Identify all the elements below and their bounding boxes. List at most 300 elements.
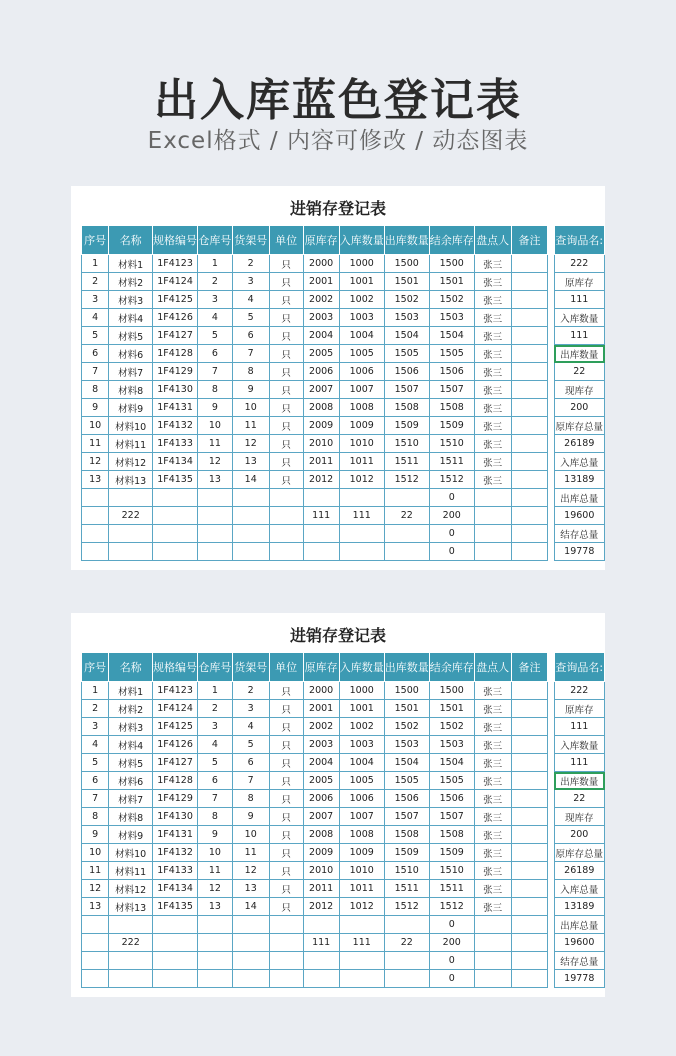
column-header[interactable]: 结余库存 bbox=[429, 226, 474, 255]
table-cell[interactable]: 只 bbox=[269, 700, 303, 718]
table-cell[interactable]: 1F4125 bbox=[153, 718, 198, 736]
table-cell[interactable]: 张三 bbox=[474, 435, 511, 453]
table-cell[interactable]: 9 bbox=[198, 399, 233, 417]
table-cell[interactable]: 2000 bbox=[303, 682, 339, 700]
table-cell[interactable]: 2 bbox=[232, 255, 269, 273]
query-cell[interactable]: 26189 bbox=[554, 862, 604, 880]
table-cell[interactable] bbox=[511, 543, 548, 561]
table-cell[interactable] bbox=[474, 489, 511, 507]
table-cell[interactable]: 1509 bbox=[384, 417, 429, 435]
table-cell[interactable] bbox=[303, 970, 339, 988]
table-cell[interactable]: 张三 bbox=[474, 471, 511, 489]
table-cell[interactable]: 1F4129 bbox=[153, 790, 198, 808]
table-cell[interactable]: 222 bbox=[109, 934, 153, 952]
table-cell[interactable]: 1500 bbox=[429, 255, 474, 273]
table-cell[interactable]: 材料1 bbox=[109, 255, 153, 273]
table-cell[interactable] bbox=[511, 435, 548, 453]
query-header[interactable]: 查询品名: bbox=[554, 653, 604, 682]
table-cell[interactable] bbox=[198, 916, 233, 934]
table-cell[interactable] bbox=[232, 952, 269, 970]
table-cell[interactable]: 2006 bbox=[303, 363, 339, 381]
table-cell[interactable]: 1006 bbox=[339, 363, 384, 381]
table-cell[interactable]: 8 bbox=[82, 808, 109, 826]
table-cell[interactable] bbox=[198, 507, 233, 525]
table-cell[interactable] bbox=[232, 489, 269, 507]
table-cell[interactable]: 6 bbox=[232, 327, 269, 345]
query-cell[interactable]: 222 bbox=[554, 682, 604, 700]
table-cell[interactable]: 2011 bbox=[303, 880, 339, 898]
table-cell[interactable]: 2 bbox=[82, 700, 109, 718]
table-cell[interactable]: 14 bbox=[232, 898, 269, 916]
table-cell[interactable]: 3 bbox=[82, 718, 109, 736]
table-cell[interactable]: 11 bbox=[82, 435, 109, 453]
query-cell[interactable]: 111 bbox=[554, 327, 604, 345]
table-cell[interactable]: 2004 bbox=[303, 327, 339, 345]
table-cell[interactable]: 2002 bbox=[303, 291, 339, 309]
table-cell[interactable]: 1508 bbox=[429, 826, 474, 844]
table-cell[interactable] bbox=[384, 970, 429, 988]
table-cell[interactable]: 1505 bbox=[384, 345, 429, 363]
table-cell[interactable] bbox=[511, 844, 548, 862]
table-cell[interactable]: 材料9 bbox=[109, 826, 153, 844]
table-cell[interactable] bbox=[109, 525, 153, 543]
query-cell[interactable]: 111 bbox=[554, 754, 604, 772]
table-cell[interactable]: 张三 bbox=[474, 417, 511, 435]
table-cell[interactable]: 13 bbox=[198, 471, 233, 489]
table-cell[interactable] bbox=[511, 453, 548, 471]
table-cell[interactable]: 2012 bbox=[303, 471, 339, 489]
table-cell[interactable]: 张三 bbox=[474, 790, 511, 808]
table-cell[interactable] bbox=[303, 489, 339, 507]
table-cell[interactable] bbox=[511, 345, 548, 363]
table-cell[interactable]: 材料5 bbox=[109, 327, 153, 345]
table-cell[interactable]: 5 bbox=[198, 754, 233, 772]
table-cell[interactable] bbox=[511, 754, 548, 772]
table-cell[interactable]: 1F4134 bbox=[153, 880, 198, 898]
table-cell[interactable]: 只 bbox=[269, 754, 303, 772]
table-cell[interactable]: 111 bbox=[339, 507, 384, 525]
table-cell[interactable]: 1501 bbox=[429, 700, 474, 718]
query-cell[interactable]: 出库数量 bbox=[554, 345, 604, 363]
table-cell[interactable] bbox=[339, 970, 384, 988]
table-cell[interactable] bbox=[384, 543, 429, 561]
table-cell[interactable]: 1010 bbox=[339, 435, 384, 453]
table-cell[interactable]: 22 bbox=[384, 507, 429, 525]
table-cell[interactable]: 2010 bbox=[303, 435, 339, 453]
table-cell[interactable]: 1501 bbox=[384, 700, 429, 718]
table-cell[interactable]: 1 bbox=[82, 255, 109, 273]
query-cell[interactable]: 13189 bbox=[554, 898, 604, 916]
table-cell[interactable]: 1F4125 bbox=[153, 291, 198, 309]
table-cell[interactable]: 1 bbox=[198, 682, 233, 700]
table-cell[interactable]: 1504 bbox=[429, 327, 474, 345]
table-cell[interactable]: 111 bbox=[339, 934, 384, 952]
table-cell[interactable] bbox=[269, 970, 303, 988]
table-cell[interactable]: 1500 bbox=[384, 255, 429, 273]
column-header[interactable]: 名称 bbox=[109, 226, 153, 255]
table-cell[interactable]: 张三 bbox=[474, 255, 511, 273]
column-header[interactable]: 仓库号 bbox=[198, 653, 233, 682]
table-cell[interactable] bbox=[269, 934, 303, 952]
table-cell[interactable]: 2004 bbox=[303, 754, 339, 772]
table-cell[interactable]: 2002 bbox=[303, 718, 339, 736]
table-cell[interactable]: 13 bbox=[232, 453, 269, 471]
table-cell[interactable] bbox=[511, 363, 548, 381]
table-cell[interactable] bbox=[511, 417, 548, 435]
table-cell[interactable]: 2 bbox=[198, 273, 233, 291]
table-cell[interactable]: 张三 bbox=[474, 718, 511, 736]
column-header[interactable]: 规格编号 bbox=[153, 653, 198, 682]
table-cell[interactable]: 1004 bbox=[339, 327, 384, 345]
table-cell[interactable]: 0 bbox=[429, 952, 474, 970]
table-cell[interactable]: 1005 bbox=[339, 345, 384, 363]
table-cell[interactable]: 13 bbox=[198, 898, 233, 916]
table-cell[interactable]: 1F4127 bbox=[153, 754, 198, 772]
table-cell[interactable] bbox=[511, 489, 548, 507]
table-cell[interactable]: 1507 bbox=[384, 381, 429, 399]
table-cell[interactable]: 12 bbox=[232, 862, 269, 880]
table-cell[interactable]: 张三 bbox=[474, 736, 511, 754]
table-cell[interactable]: 材料11 bbox=[109, 435, 153, 453]
table-cell[interactable]: 4 bbox=[232, 718, 269, 736]
table-cell[interactable]: 1510 bbox=[429, 862, 474, 880]
table-cell[interactable]: 2 bbox=[82, 273, 109, 291]
table-cell[interactable]: 2 bbox=[232, 682, 269, 700]
table-cell[interactable] bbox=[153, 952, 198, 970]
table-cell[interactable]: 3 bbox=[232, 700, 269, 718]
table-cell[interactable]: 只 bbox=[269, 844, 303, 862]
table-cell[interactable]: 1501 bbox=[384, 273, 429, 291]
table-cell[interactable] bbox=[474, 507, 511, 525]
table-cell[interactable] bbox=[153, 970, 198, 988]
query-cell[interactable]: 22 bbox=[554, 790, 604, 808]
table-cell[interactable]: 3 bbox=[198, 291, 233, 309]
table-cell[interactable]: 1F4133 bbox=[153, 862, 198, 880]
table-cell[interactable]: 1F4132 bbox=[153, 844, 198, 862]
table-cell[interactable]: 2009 bbox=[303, 417, 339, 435]
table-cell[interactable]: 1 bbox=[82, 682, 109, 700]
table-cell[interactable]: 1505 bbox=[384, 772, 429, 790]
table-cell[interactable]: 222 bbox=[109, 507, 153, 525]
table-cell[interactable]: 1F4133 bbox=[153, 435, 198, 453]
table-cell[interactable]: 1508 bbox=[384, 826, 429, 844]
table-cell[interactable]: 材料11 bbox=[109, 862, 153, 880]
table-cell[interactable] bbox=[153, 525, 198, 543]
table-cell[interactable]: 1F4135 bbox=[153, 471, 198, 489]
table-cell[interactable] bbox=[511, 327, 548, 345]
table-cell[interactable]: 只 bbox=[269, 309, 303, 327]
table-cell[interactable] bbox=[511, 718, 548, 736]
column-header[interactable]: 名称 bbox=[109, 653, 153, 682]
table-cell[interactable]: 8 bbox=[232, 790, 269, 808]
table-cell[interactable]: 只 bbox=[269, 682, 303, 700]
table-cell[interactable] bbox=[474, 934, 511, 952]
table-cell[interactable] bbox=[384, 916, 429, 934]
table-cell[interactable]: 5 bbox=[232, 736, 269, 754]
table-cell[interactable] bbox=[82, 543, 109, 561]
table-cell[interactable]: 5 bbox=[198, 327, 233, 345]
table-cell[interactable]: 1F4131 bbox=[153, 399, 198, 417]
table-cell[interactable]: 9 bbox=[232, 381, 269, 399]
table-cell[interactable]: 5 bbox=[82, 754, 109, 772]
table-cell[interactable] bbox=[303, 525, 339, 543]
table-cell[interactable]: 1F4135 bbox=[153, 898, 198, 916]
table-cell[interactable]: 8 bbox=[198, 808, 233, 826]
table-cell[interactable]: 材料6 bbox=[109, 772, 153, 790]
query-cell[interactable]: 13189 bbox=[554, 471, 604, 489]
table-cell[interactable] bbox=[198, 525, 233, 543]
table-cell[interactable] bbox=[511, 916, 548, 934]
table-cell[interactable]: 12 bbox=[82, 453, 109, 471]
table-cell[interactable] bbox=[269, 916, 303, 934]
table-cell[interactable]: 1F4128 bbox=[153, 345, 198, 363]
table-cell[interactable] bbox=[511, 273, 548, 291]
query-cell[interactable]: 原库存 bbox=[554, 700, 604, 718]
table-cell[interactable] bbox=[339, 916, 384, 934]
table-cell[interactable] bbox=[303, 543, 339, 561]
table-cell[interactable] bbox=[474, 916, 511, 934]
table-cell[interactable] bbox=[474, 952, 511, 970]
table-cell[interactable]: 2006 bbox=[303, 790, 339, 808]
table-cell[interactable] bbox=[232, 970, 269, 988]
table-cell[interactable]: 6 bbox=[232, 754, 269, 772]
table-cell[interactable] bbox=[511, 790, 548, 808]
table-cell[interactable] bbox=[153, 507, 198, 525]
table-cell[interactable]: 只 bbox=[269, 772, 303, 790]
table-cell[interactable]: 1009 bbox=[339, 417, 384, 435]
table-cell[interactable]: 1503 bbox=[429, 736, 474, 754]
table-cell[interactable]: 1506 bbox=[384, 363, 429, 381]
table-cell[interactable]: 1512 bbox=[384, 898, 429, 916]
table-cell[interactable]: 张三 bbox=[474, 772, 511, 790]
table-cell[interactable] bbox=[232, 934, 269, 952]
table-cell[interactable]: 11 bbox=[82, 862, 109, 880]
table-cell[interactable]: 材料12 bbox=[109, 453, 153, 471]
query-cell[interactable]: 200 bbox=[554, 826, 604, 844]
table-cell[interactable]: 材料8 bbox=[109, 808, 153, 826]
table-cell[interactable]: 6 bbox=[82, 772, 109, 790]
table-cell[interactable] bbox=[339, 952, 384, 970]
table-cell[interactable]: 1502 bbox=[429, 718, 474, 736]
table-cell[interactable]: 材料4 bbox=[109, 736, 153, 754]
table-cell[interactable] bbox=[198, 489, 233, 507]
table-cell[interactable]: 1012 bbox=[339, 471, 384, 489]
table-cell[interactable]: 13 bbox=[82, 898, 109, 916]
table-cell[interactable]: 1F4129 bbox=[153, 363, 198, 381]
table-cell[interactable] bbox=[109, 970, 153, 988]
column-header[interactable]: 入库数量 bbox=[339, 653, 384, 682]
table-cell[interactable]: 只 bbox=[269, 363, 303, 381]
table-cell[interactable] bbox=[474, 525, 511, 543]
table-cell[interactable]: 11 bbox=[232, 417, 269, 435]
table-cell[interactable]: 7 bbox=[82, 790, 109, 808]
table-cell[interactable]: 22 bbox=[384, 934, 429, 952]
table-cell[interactable]: 8 bbox=[232, 363, 269, 381]
table-cell[interactable] bbox=[511, 471, 548, 489]
table-cell[interactable]: 只 bbox=[269, 417, 303, 435]
table-cell[interactable]: 2000 bbox=[303, 255, 339, 273]
table-cell[interactable]: 1001 bbox=[339, 700, 384, 718]
table-cell[interactable] bbox=[511, 952, 548, 970]
table-cell[interactable]: 张三 bbox=[474, 381, 511, 399]
table-cell[interactable]: 3 bbox=[232, 273, 269, 291]
table-cell[interactable] bbox=[511, 700, 548, 718]
column-header[interactable]: 原库存 bbox=[303, 653, 339, 682]
table-cell[interactable]: 11 bbox=[232, 844, 269, 862]
table-cell[interactable] bbox=[303, 952, 339, 970]
table-cell[interactable] bbox=[82, 970, 109, 988]
table-cell[interactable] bbox=[511, 507, 548, 525]
query-cell[interactable]: 19778 bbox=[554, 543, 604, 561]
table-cell[interactable]: 1507 bbox=[384, 808, 429, 826]
table-cell[interactable]: 1500 bbox=[429, 682, 474, 700]
table-cell[interactable]: 1007 bbox=[339, 808, 384, 826]
table-cell[interactable]: 8 bbox=[82, 381, 109, 399]
column-header[interactable]: 原库存 bbox=[303, 226, 339, 255]
table-cell[interactable]: 7 bbox=[82, 363, 109, 381]
table-cell[interactable]: 只 bbox=[269, 399, 303, 417]
column-header[interactable]: 出库数量 bbox=[384, 653, 429, 682]
query-cell[interactable]: 入库总量 bbox=[554, 880, 604, 898]
table-cell[interactable]: 1F4131 bbox=[153, 826, 198, 844]
table-cell[interactable]: 材料1 bbox=[109, 682, 153, 700]
column-header[interactable]: 结余库存 bbox=[429, 653, 474, 682]
table-cell[interactable]: 9 bbox=[198, 826, 233, 844]
table-cell[interactable]: 2005 bbox=[303, 345, 339, 363]
table-cell[interactable]: 张三 bbox=[474, 399, 511, 417]
table-cell[interactable]: 1508 bbox=[429, 399, 474, 417]
table-cell[interactable]: 1010 bbox=[339, 862, 384, 880]
table-cell[interactable]: 1502 bbox=[429, 291, 474, 309]
table-cell[interactable]: 材料2 bbox=[109, 273, 153, 291]
table-cell[interactable] bbox=[109, 952, 153, 970]
query-cell[interactable]: 出库总量 bbox=[554, 489, 604, 507]
query-cell[interactable]: 原库存 bbox=[554, 273, 604, 291]
table-cell[interactable]: 只 bbox=[269, 453, 303, 471]
table-cell[interactable]: 1F4134 bbox=[153, 453, 198, 471]
table-cell[interactable]: 只 bbox=[269, 862, 303, 880]
query-cell[interactable]: 19600 bbox=[554, 507, 604, 525]
table-cell[interactable]: 1505 bbox=[429, 345, 474, 363]
table-cell[interactable] bbox=[82, 934, 109, 952]
table-cell[interactable]: 材料2 bbox=[109, 700, 153, 718]
table-cell[interactable]: 材料6 bbox=[109, 345, 153, 363]
column-header[interactable]: 盘点人 bbox=[474, 226, 511, 255]
query-cell[interactable]: 19600 bbox=[554, 934, 604, 952]
table-cell[interactable]: 1 bbox=[198, 255, 233, 273]
table-cell[interactable]: 2009 bbox=[303, 844, 339, 862]
table-cell[interactable]: 1005 bbox=[339, 772, 384, 790]
query-cell[interactable]: 22 bbox=[554, 363, 604, 381]
table-cell[interactable] bbox=[82, 952, 109, 970]
table-cell[interactable] bbox=[109, 916, 153, 934]
query-cell[interactable]: 入库数量 bbox=[554, 736, 604, 754]
table-cell[interactable] bbox=[511, 898, 548, 916]
query-cell[interactable]: 结存总量 bbox=[554, 952, 604, 970]
table-cell[interactable] bbox=[198, 934, 233, 952]
table-cell[interactable] bbox=[511, 399, 548, 417]
table-cell[interactable]: 0 bbox=[429, 543, 474, 561]
table-cell[interactable]: 2003 bbox=[303, 736, 339, 754]
column-header[interactable]: 单位 bbox=[269, 653, 303, 682]
table-cell[interactable]: 1508 bbox=[384, 399, 429, 417]
table-cell[interactable]: 1510 bbox=[429, 435, 474, 453]
table-cell[interactable]: 1509 bbox=[384, 844, 429, 862]
table-cell[interactable]: 1000 bbox=[339, 255, 384, 273]
table-cell[interactable] bbox=[511, 826, 548, 844]
query-cell[interactable]: 入库总量 bbox=[554, 453, 604, 471]
table-cell[interactable]: 1504 bbox=[384, 754, 429, 772]
table-cell[interactable]: 1000 bbox=[339, 682, 384, 700]
table-cell[interactable] bbox=[511, 736, 548, 754]
query-cell[interactable]: 出库数量 bbox=[554, 772, 604, 790]
table-cell[interactable]: 1503 bbox=[384, 736, 429, 754]
table-cell[interactable]: 1008 bbox=[339, 826, 384, 844]
table-cell[interactable]: 10 bbox=[232, 399, 269, 417]
query-cell[interactable]: 原库存总量 bbox=[554, 417, 604, 435]
table-cell[interactable]: 1512 bbox=[429, 471, 474, 489]
table-cell[interactable]: 2 bbox=[198, 700, 233, 718]
table-cell[interactable]: 2011 bbox=[303, 453, 339, 471]
table-cell[interactable] bbox=[153, 543, 198, 561]
table-cell[interactable]: 材料8 bbox=[109, 381, 153, 399]
table-cell[interactable]: 2001 bbox=[303, 700, 339, 718]
table-cell[interactable]: 1009 bbox=[339, 844, 384, 862]
table-cell[interactable]: 材料7 bbox=[109, 790, 153, 808]
table-cell[interactable]: 5 bbox=[82, 327, 109, 345]
table-cell[interactable]: 4 bbox=[82, 309, 109, 327]
table-cell[interactable]: 0 bbox=[429, 916, 474, 934]
table-cell[interactable]: 只 bbox=[269, 808, 303, 826]
table-cell[interactable]: 张三 bbox=[474, 862, 511, 880]
table-cell[interactable]: 1012 bbox=[339, 898, 384, 916]
table-cell[interactable] bbox=[511, 862, 548, 880]
table-cell[interactable] bbox=[269, 543, 303, 561]
table-cell[interactable]: 11 bbox=[198, 862, 233, 880]
table-cell[interactable] bbox=[198, 970, 233, 988]
query-cell[interactable]: 原库存总量 bbox=[554, 844, 604, 862]
table-cell[interactable]: 张三 bbox=[474, 273, 511, 291]
table-cell[interactable]: 材料4 bbox=[109, 309, 153, 327]
table-cell[interactable]: 只 bbox=[269, 327, 303, 345]
table-cell[interactable]: 2007 bbox=[303, 808, 339, 826]
query-cell[interactable]: 现库存 bbox=[554, 381, 604, 399]
table-cell[interactable]: 张三 bbox=[474, 682, 511, 700]
table-cell[interactable]: 2003 bbox=[303, 309, 339, 327]
table-cell[interactable]: 1510 bbox=[384, 862, 429, 880]
table-cell[interactable] bbox=[384, 952, 429, 970]
table-cell[interactable]: 1506 bbox=[429, 363, 474, 381]
table-cell[interactable]: 10 bbox=[82, 417, 109, 435]
table-cell[interactable]: 1F4124 bbox=[153, 700, 198, 718]
table-cell[interactable]: 2008 bbox=[303, 826, 339, 844]
query-cell[interactable]: 出库总量 bbox=[554, 916, 604, 934]
table-cell[interactable] bbox=[511, 309, 548, 327]
table-cell[interactable]: 只 bbox=[269, 826, 303, 844]
table-cell[interactable]: 只 bbox=[269, 435, 303, 453]
query-header[interactable]: 查询品名: bbox=[554, 226, 604, 255]
table-cell[interactable]: 1510 bbox=[384, 435, 429, 453]
table-cell[interactable]: 张三 bbox=[474, 898, 511, 916]
table-cell[interactable] bbox=[511, 525, 548, 543]
table-cell[interactable]: 1501 bbox=[429, 273, 474, 291]
table-cell[interactable]: 只 bbox=[269, 898, 303, 916]
table-cell[interactable]: 2007 bbox=[303, 381, 339, 399]
table-cell[interactable]: 10 bbox=[232, 826, 269, 844]
column-header[interactable]: 备注 bbox=[511, 653, 548, 682]
table-cell[interactable]: 1F4126 bbox=[153, 736, 198, 754]
table-cell[interactable]: 1007 bbox=[339, 381, 384, 399]
